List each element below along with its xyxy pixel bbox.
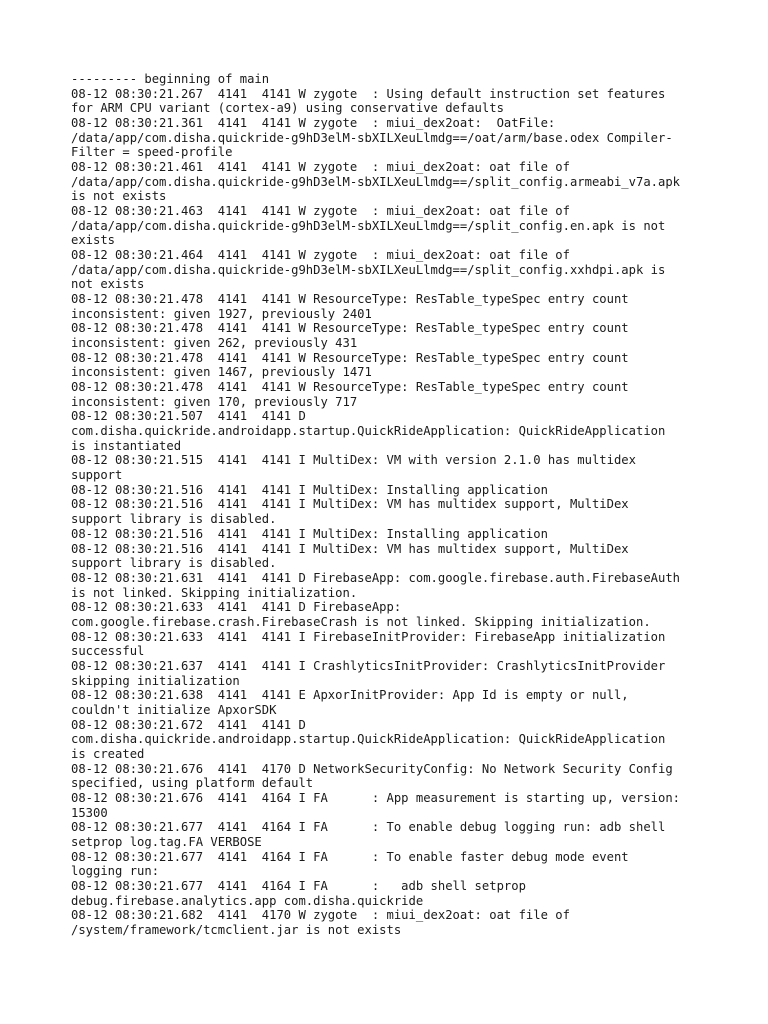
log-line: inconsistent: given 1927, previously 2401 [71, 306, 372, 321]
log-line: 08-12 08:30:21.631 4141 4141 D FirebaseApp: com.google.firebase.auth.FirebaseAuth [71, 570, 681, 585]
log-line: is created [71, 746, 145, 761]
log-line: support library is disabled. [71, 512, 277, 527]
log-line: setprop log.tag.FA VERBOSE [71, 834, 262, 849]
log-line: not exists [71, 277, 145, 292]
log-line: debug.firebase.analytics.app com.disha.quickride [71, 893, 424, 908]
log-line: 08-12 08:30:21.516 4141 4141 I MultiDex: VM has multidex support, MultiDex [71, 541, 629, 556]
log-line: 08-12 08:30:21.361 4141 4141 W zygote : miui_dex2oat: OatFile: [71, 116, 556, 131]
log-line: for ARM CPU variant (cortex-a9) using conservative defaults [71, 101, 504, 116]
log-text-block [71, 72, 711, 938]
log-line: inconsistent: given 262, previously 431 [71, 336, 358, 351]
log-line: is not linked. Skipping initialization. [71, 585, 358, 600]
log-line: couldn't initialize ApxorSDK [71, 702, 277, 717]
log-line: 08-12 08:30:21.478 4141 4141 W ResourceType: ResTable_typeSpec entry count [71, 380, 629, 395]
log-line: 08-12 08:30:21.463 4141 4141 W zygote : miui_dex2oat: oat file of [71, 204, 570, 219]
log-line: 08-12 08:30:21.478 4141 4141 W ResourceType: ResTable_typeSpec entry count [71, 321, 629, 336]
log-line: support [71, 468, 123, 483]
log-line: /system/framework/tcmclient.jar is not exists [71, 922, 402, 937]
log-line: specified, using platform default [71, 776, 314, 791]
log-line: logging run: [71, 864, 160, 879]
log-line: /data/app/com.disha.quickride-g9hD3elM-sbXILXeuLlmdg==/split_config.en.apk is not [71, 218, 666, 233]
log-line: 08-12 08:30:21.672 4141 4141 D [71, 717, 306, 732]
log-line: 08-12 08:30:21.677 4141 4164 I FA : To enable faster debug mode event [71, 849, 629, 864]
log-line: /data/app/com.disha.quickride-g9hD3elM-sbXILXeuLlmdg==/oat/arm/base.odex Compiler- [71, 130, 673, 145]
log-line: 08-12 08:30:21.677 4141 4164 I FA : adb shell setprop [71, 878, 526, 893]
log-line: 08-12 08:30:21.267 4141 4141 W zygote : Using default instruction set features [71, 86, 666, 101]
log-line: skipping initialization [71, 673, 240, 688]
log-line: 08-12 08:30:21.638 4141 4141 E ApxorInitProvider: App Id is empty or null, [71, 688, 629, 703]
log-line: 08-12 08:30:21.464 4141 4141 W zygote : miui_dex2oat: oat file of [71, 248, 570, 263]
log-line: 08-12 08:30:21.478 4141 4141 W ResourceType: ResTable_typeSpec entry count [71, 292, 629, 307]
log-line: inconsistent: given 1467, previously 1471 [71, 365, 372, 380]
log-line: 08-12 08:30:21.507 4141 4141 D [71, 409, 306, 424]
log-line: 08-12 08:30:21.461 4141 4141 W zygote : miui_dex2oat: oat file of [71, 160, 570, 175]
log-line: 08-12 08:30:21.478 4141 4141 W ResourceType: ResTable_typeSpec entry count [71, 350, 629, 365]
log-line: 08-12 08:30:21.633 4141 4141 I FirebaseInitProvider: FirebaseApp initialization [71, 629, 666, 644]
log-line: is instantiated [71, 438, 182, 453]
log-line: 08-12 08:30:21.676 4141 4164 I FA : App measurement is starting up, version: [71, 790, 681, 805]
log-line: com.disha.quickride.androidapp.startup.QuickRideApplication: QuickRideApplication [71, 424, 666, 439]
log-line: 08-12 08:30:21.515 4141 4141 I MultiDex: VM with version 2.1.0 has multidex [71, 453, 636, 468]
log-line: support library is disabled. [71, 556, 277, 571]
log-line: exists [71, 233, 116, 248]
log-line: 15300 [71, 805, 108, 820]
log-line: 08-12 08:30:21.516 4141 4141 I MultiDex: VM has multidex support, MultiDex [71, 497, 629, 512]
log-line: 08-12 08:30:21.633 4141 4141 D FirebaseApp: [71, 600, 402, 615]
log-line: com.disha.quickride.androidapp.startup.QuickRideApplication: QuickRideApplication [71, 732, 666, 747]
log-line: 08-12 08:30:21.516 4141 4141 I MultiDex: Installing application [71, 482, 548, 497]
log-line: successful [71, 644, 145, 659]
log-line: /data/app/com.disha.quickride-g9hD3elM-sbXILXeuLlmdg==/split_config.xxhdpi.apk is [71, 262, 666, 277]
log-line: 08-12 08:30:21.516 4141 4141 I MultiDex: Installing application [71, 526, 548, 541]
log-line: /data/app/com.disha.quickride-g9hD3elM-sbXILXeuLlmdg==/split_config.armeabi_v7a.apk [71, 174, 681, 189]
log-line: is not exists [71, 189, 167, 204]
log-line: com.google.firebase.crash.FirebaseCrash is not linked. Skipping initialization. [71, 614, 651, 629]
log-line: 08-12 08:30:21.677 4141 4164 I FA : To enable debug logging run: adb shell [71, 820, 666, 835]
log-line: --------- beginning of main [71, 72, 270, 86]
log-line: inconsistent: given 170, previously 717 [71, 394, 358, 409]
log-line: 08-12 08:30:21.637 4141 4141 I CrashlyticsInitProvider: CrashlyticsInitProvider [71, 658, 666, 673]
log-line: 08-12 08:30:21.676 4141 4170 D NetworkSecurityConfig: No Network Security Config [71, 761, 673, 776]
log-line: Filter = speed-profile [71, 145, 233, 160]
log-line: 08-12 08:30:21.682 4141 4170 W zygote : miui_dex2oat: oat file of [71, 908, 570, 923]
